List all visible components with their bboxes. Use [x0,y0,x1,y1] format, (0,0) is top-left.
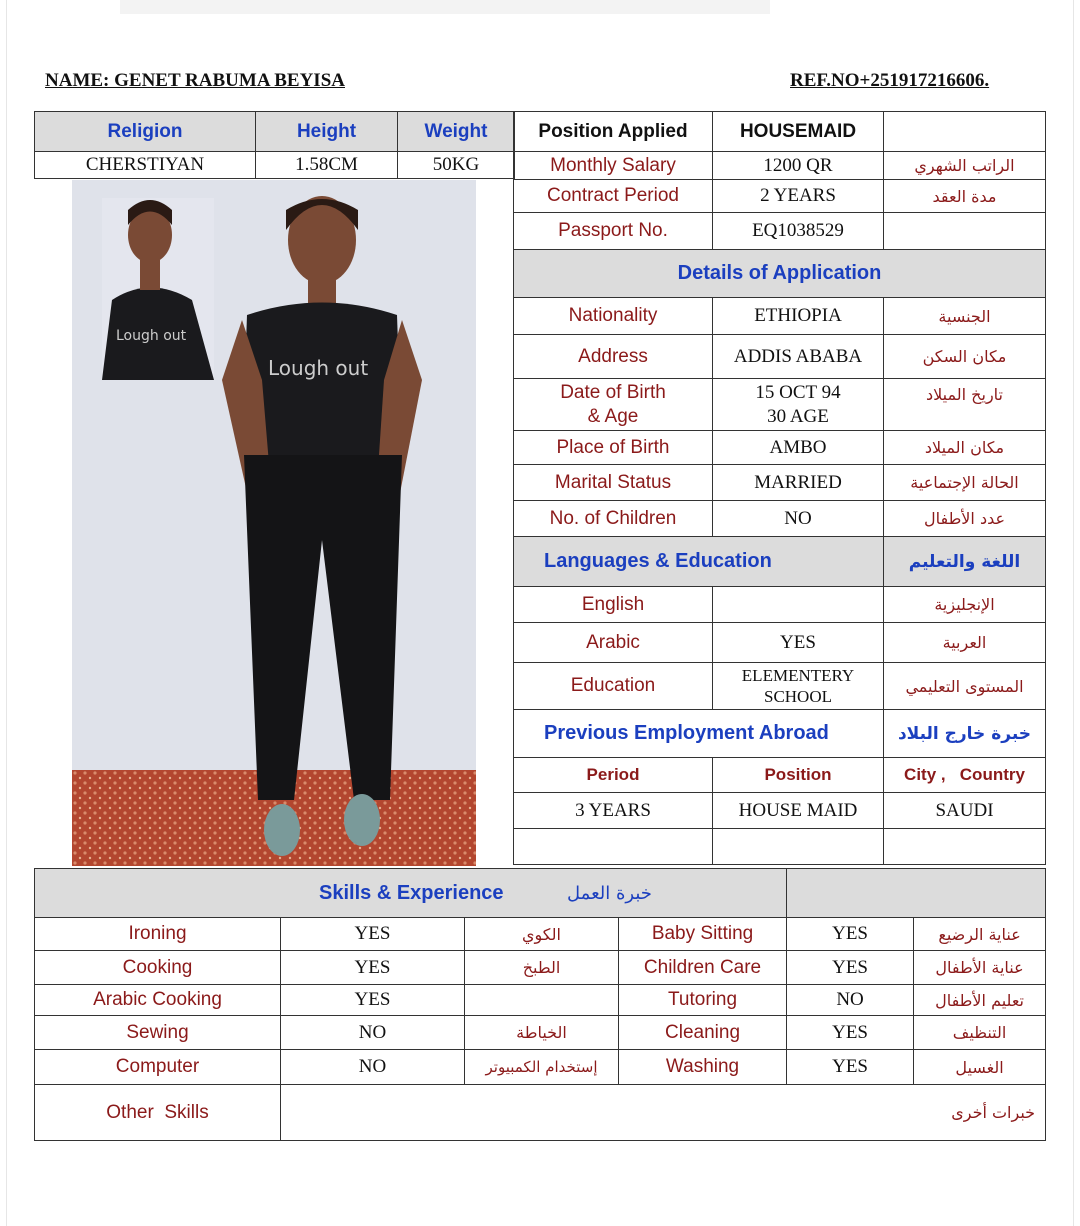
skill-babysitting-ar: عناية الرضيع [914,918,1046,951]
personal-table [34,111,515,179]
other-skills-ar: خبرات أخرى [951,1103,1036,1122]
dob-value-date: 15 OCT 94 [755,381,841,403]
passport-value: EQ1038529 [713,213,884,250]
skill-washing-ar: الغسيل [914,1050,1046,1085]
skill-arabiccooking-label: Arabic Cooking [35,985,281,1016]
english-label: English [514,587,713,623]
skill-computer-ar: إستخدام الكمبيوتر [465,1050,619,1085]
dob-ar: تاريخ الميلاد [884,379,1046,431]
skill-washing-value: YES [787,1050,914,1085]
salary-value: 1200 QR [713,152,884,180]
skill-sewing-ar: الخياطة [465,1016,619,1050]
education-ar: المستوى التعليمي [884,663,1046,710]
marital-label: Marital Status [514,465,713,501]
skill-cooking-ar: الطبخ [465,951,619,985]
large-shirt-text: Lough out [268,356,369,380]
skill-ironing-ar: الكوي [465,918,619,951]
contract-value: 2 YEARS [713,180,884,213]
address-value: ADDIS ABABA [713,335,884,379]
employment-col-city: City , Country [884,758,1046,793]
employment-period: 3 YEARS [514,793,713,829]
dob-label-line2: & Age [587,405,639,427]
dob-value [713,379,884,431]
arabic-ar: العربية [884,623,1046,663]
skill-tutoring-label: Tutoring [619,985,787,1016]
marital-ar: الحالة الإجتماعية [884,465,1046,501]
passport-label: Passport No. [514,213,713,250]
passport-empty [884,213,1046,250]
skill-cooking-label: Cooking [35,951,281,985]
position-empty [884,112,1046,152]
nationality-value: ETHIOPIA [713,298,884,335]
skill-babysitting-value: YES [787,918,914,951]
skill-cleaning-ar: التنظيف [914,1016,1046,1050]
dob-label-line1: Date of Birth [560,381,666,403]
skill-childrencare-value: YES [787,951,914,985]
pob-ar: مكان الميلاد [884,431,1046,465]
application-table [513,111,1046,865]
dob-label [514,379,713,431]
skills-title: Skills & Experience [35,869,787,918]
small-shirt-text: Lough out [116,328,187,344]
skill-washing-label: Washing [619,1050,787,1085]
marital-value: MARRIED [713,465,884,501]
arabic-value: YES [713,623,884,663]
skill-ironing-value: YES [281,918,465,951]
skill-cooking-value: YES [281,951,465,985]
salary-ar: الراتب الشهري [884,152,1046,180]
children-ar: عدد الأطفال [884,501,1046,537]
skill-ironing-label: Ironing [35,918,281,951]
religion-label: Religion [35,112,256,152]
skill-cleaning-label: Cleaning [619,1016,787,1050]
weight-value: 50KG [398,152,515,179]
education-value [713,663,884,710]
english-value [713,587,884,623]
pob-value: AMBO [713,431,884,465]
employment-title: Previous Employment Abroad [514,710,884,758]
pob-label: Place of Birth [514,431,713,465]
top-strip [120,0,770,14]
reference-number: REF.NO+251917216606. [790,70,990,91]
height-label: Height [256,112,398,152]
skill-childrencare-label: Children Care [619,951,787,985]
nationality-ar: الجنسية [884,298,1046,335]
employment-country: SAUDI [884,793,1046,829]
contract-ar: مدة العقد [884,180,1046,213]
salary-label: Monthly Salary [514,152,713,180]
address-ar: مكان السكن [884,335,1046,379]
other-skills-cell [281,1085,1046,1141]
dob-value-age: 30 AGE [767,405,829,427]
skill-arabiccooking-value: YES [281,985,465,1016]
employment-col-period: Period [514,758,713,793]
children-label: No. of Children [514,501,713,537]
skill-computer-label: Computer [35,1050,281,1085]
skill-sewing-label: Sewing [35,1016,281,1050]
position-label: Position Applied [514,112,713,152]
languages-title-ar: اللغة والتعليم [884,537,1046,587]
position-value: HOUSEMAID [713,112,884,152]
skills-title-ar: خبرة العمل [567,882,652,904]
employment-position: HOUSE MAID [713,793,884,829]
employment-title-ar: خبرة خارج البلاد [884,710,1046,758]
details-title: Details of Application [514,250,1046,298]
education-label: Education [514,663,713,710]
skill-computer-value: NO [281,1050,465,1085]
religion-value: CHERSTIYAN [35,152,256,179]
skills-table [34,868,1046,1141]
skill-childrencare-ar: عناية الأطفال [914,951,1046,985]
weight-label: Weight [398,112,515,152]
children-value: NO [713,501,884,537]
employment-empty-3 [884,829,1046,865]
contract-label: Contract Period [514,180,713,213]
skill-tutoring-value: NO [787,985,914,1016]
education-value-line1: ELEMENTERY [741,666,855,685]
english-ar: الإنجليزية [884,587,1046,623]
languages-title: Languages & Education [514,537,884,587]
employment-empty-1 [514,829,713,865]
other-skills-label: Other Skills [35,1085,281,1141]
candidate-photo [72,180,476,866]
skill-arabiccooking-ar [465,985,619,1016]
nationality-label: Nationality [514,298,713,335]
skill-cleaning-value: YES [787,1016,914,1050]
height-value: 1.58CM [256,152,398,179]
skills-title-ar-cell [567,869,1046,918]
candidate-name: NAME: GENET RABUMA BEYISA [45,70,345,91]
skill-sewing-value: NO [281,1016,465,1050]
skill-tutoring-ar: تعليم الأطفال [914,985,1046,1016]
education-value-line2: SCHOOL [763,687,832,706]
employment-col-position: Position [713,758,884,793]
address-label: Address [514,335,713,379]
employment-empty-2 [713,829,884,865]
arabic-label: Arabic [514,623,713,663]
skill-babysitting-label: Baby Sitting [619,918,787,951]
